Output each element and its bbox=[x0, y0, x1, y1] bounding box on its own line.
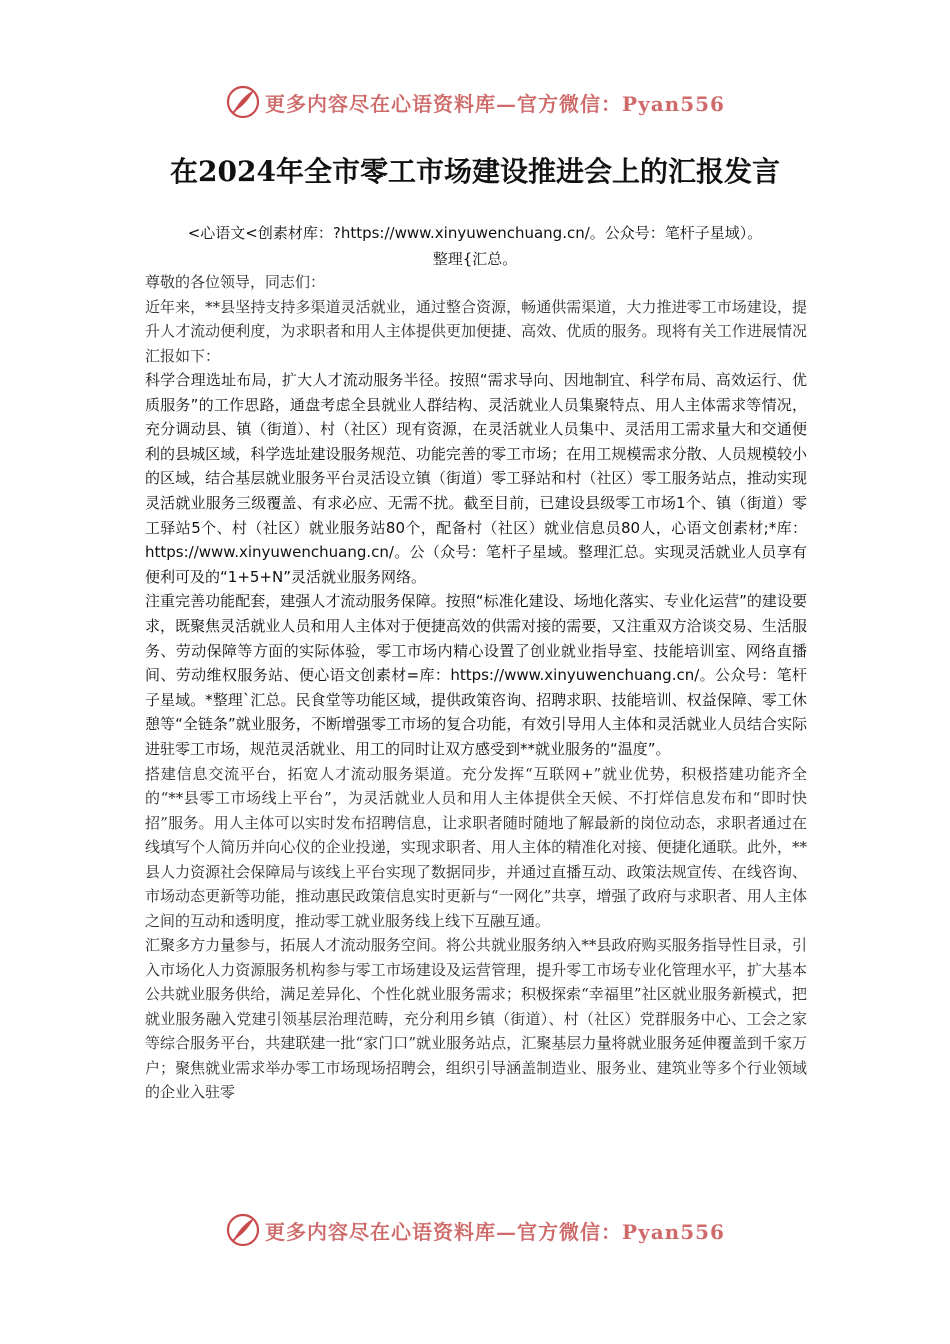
body-paragraph: 近年来，**县坚持支持多渠道灵活就业，通过整合资源，畅通供需渠道，大力推进零工市场建设，提升人才流动便利度，为求职者和用人主体提供更加便捷、高效、优质的服务。现将有关工作进展情况汇报如下： bbox=[145, 297, 807, 365]
document-title: 在2024年全市零工市场建设推进会上的汇报发言 bbox=[170, 155, 780, 188]
body-paragraph: 搭建信息交流平台，拓宽人才流动服务渠道。充分发挥“互联网+”就业优势，积极搭建功能齐全的“**县零工市场线上平台”，为灵活就业人员和用人主体提供全天候、不打烊信息发布和“即时快招”服务。用人主体可以实时发布招聘信息，让求职者随时随地了解最新的岗位动态，求职者通过在线填写个人简历并向心仪的企业投递，实现求职者、用人主体的精准化对接、便捷化通联。此外，**县人力资源社会保障局与该线上平台实现了数据同步，并通过直播互动、政策法规宣传、在线咨询、市场动态更新等功能，推动惠民政策信息实时更新与“一网化”共享，增强了政府与求职者、用人主体之间的互动和透明度，推动零工就业服务线上线下互融互通。 bbox=[145, 764, 807, 930]
body-paragraph: 科学合理选址布局，扩大人才流动服务半径。按照“需求导向、因地制宜、科学布局、高效运行、优质服务”的工作思路，通盘考虑全县就业人群结构、灵活就业人员集聚特点、用人主体需求等情况，充分调动县、镇（街道）、村（社区）现有资源，在灵活就业人员集中、灵活用工需求量大和交通便利的县城区域，科学选址建设服务规范、功能完善的零工市场；在用工规模需求分散、人员规模较小的区域，结合基层就业服务平台灵活设立镇（街道）零工驿站和村（社区）零工服务站点，推动实现灵活就业服务三级覆盖、有求必应、无需不扰。截至目前，已建设县级零工市场1个、镇（街道）零工驿站5个、村（社区）就业服务站80个，配备村（社区）就业信息员80人，心语文创素材;*库：https://www.xinyuwenchuang.cn/。公（众号：笔杆子星域。整理汇总。实现灵活就业人员享有便利可及的“1+5+N”灵活就业服务网络。 bbox=[145, 371, 807, 586]
source-note-line: <心语文<创素材库：?https://www.xinyuwenchuang.cn/。公众号：笔杆子星域）。 bbox=[187, 224, 763, 242]
source-note-line: 整理{汇总。 bbox=[432, 250, 518, 268]
quill-logo-icon bbox=[225, 1212, 261, 1248]
footer-banner-text: 更多内容尽在心语资料库—官方微信：Pyan556 bbox=[265, 1219, 725, 1244]
body-paragraph: 汇聚多方力量参与，拓展人才流动服务空间。将公共就业服务纳入**县政府购买服务指导性目录，引入市场化人力资源服务机构参与零工市场建设及运营管理，提升零工市场专业化管理水平，扩大基本公共就业服务供给，满足差异化、个性化就业服务需求；积极探索“幸福里”社区就业服务新模式，把就业服务融入党建引领基层治理范畴，充分利用乡镇（街道）、村（社区）党群服务中心、工会之家等综合服务平台，共建联建一批“家门口”就业服务站点，汇聚基层力量将就业服务延伸覆盖到千家万户；聚焦就业需求举办零工市场现场招聘会，组织引导涵盖制造业、服务业、建筑业等多个行业领域的企业入驻零 bbox=[145, 936, 807, 1101]
quill-logo-icon bbox=[225, 84, 261, 120]
footer-banner bbox=[0, 1208, 950, 1252]
salutation: 尊敬的各位领导，同志们： bbox=[145, 273, 326, 291]
body-paragraph: 注重完善功能配套，建强人才流动服务保障。按照“标准化建设、场地化落实、专业化运营”的建设要求，既聚焦灵活就业人员和用人主体对于便捷高效的供需对接的需要，又注重双方洽谈交易、生活服务、劳动保障等方面的实际体验，零工市场内精心设置了创业就业指导室、技能培训室、网络直播间、劳动维权服务站、便心语文创素材=库：https://www.xinyuwenchuang.cn/。公众号：笔杆子星域。*整理`汇总。民食堂等功能区域，提供政策咨询、招聘求职、技能培训、权益保障、零工休憩等“全链条”就业服务，不断增强零工市场的复合功能，有效引导用人主体和灵活就业人员结合实际进驻零工市场，规范灵活就业、用工的同时让双方感受到**就业服务的“温度”。 bbox=[145, 592, 807, 758]
document-body bbox=[145, 270, 807, 1105]
header-banner bbox=[0, 80, 950, 124]
source-note bbox=[140, 220, 810, 272]
header-banner-text: 更多内容尽在心语资料库—官方微信：Pyan556 bbox=[265, 91, 725, 116]
